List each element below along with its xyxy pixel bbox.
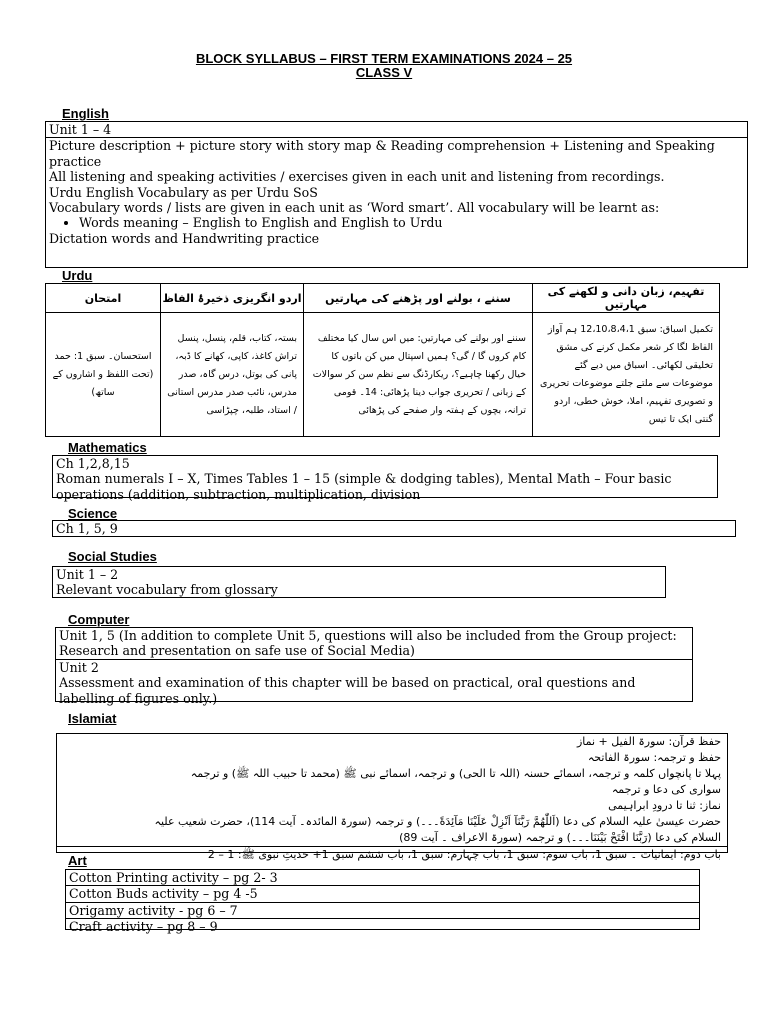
- islamiat-line: نماز: ثنا تا درودِ ابراہیمی: [608, 799, 721, 812]
- social-studies-units: Unit 1 – 2: [56, 567, 119, 582]
- urdu-col-skills: سننے اور بولنے کی مہارتیں: میں اس سال کیا مختلف کام کروں گا / گی؟ ہمیں اسپتال میں کن باتوں کا خیال رکھنا چاہیے؟، ریکارڈنگ سے نظم سن کر سوالات کے زبانی / تحریری جواب دینا پڑھائی: 14۔ قومی ترانہ، بچوں کے ہفتہ وار صفحے کی پڑھائی: [304, 313, 533, 437]
- class-title: CLASS V: [355, 65, 413, 80]
- social-studies-box: [52, 566, 666, 598]
- urdu-col-skills-header: سننے ، بولنے اور پڑھنے کی مہارتیں: [304, 284, 533, 313]
- art-item: Cotton Printing activity – pg 2- 3: [69, 870, 278, 885]
- english-box: [45, 121, 748, 268]
- art-box: [65, 869, 700, 935]
- art-item: Origamy activity - pg 6 – 7: [66, 902, 699, 918]
- english-unit: Unit 1 – 4: [49, 122, 112, 137]
- mathematics-box: [52, 455, 718, 502]
- computer-row-1: Unit 1, 5 (In addition to complete Unit 5, questions will also be included from the Group project: Research and presentation on safe use of Social Media): [59, 628, 677, 659]
- english-heading: English: [62, 106, 109, 121]
- english-line: Vocabulary words / lists are given in each unit as ‘Word smart’. All vocabulary will be learnt as:: [49, 200, 660, 216]
- computer-box: [55, 627, 693, 706]
- art-item: Craft activity – pg 8 – 9: [66, 918, 699, 934]
- islamiat-line: سواری کی دعا و ترجمہ: [611, 783, 721, 796]
- computer-unit-2-text: Assessment and examination of this chapter will be based on practical, oral questions and labelling of figures only.): [59, 675, 636, 706]
- english-line: All listening and speaking activities / exercises given in each unit and listening from recordings.: [49, 169, 665, 185]
- english-line: Picture description + picture story with story map & Reading comprehension + Listening and Speaking practice: [49, 138, 715, 169]
- english-line: Urdu English Vocabulary as per Urdu SoS: [49, 184, 318, 200]
- english-content: [46, 137, 747, 246]
- art-item: Cotton Buds activity – pg 4 -5: [66, 885, 699, 901]
- urdu-table: [45, 283, 720, 437]
- islamiat-line: حفظ قرآن: سورۃ الفیل + نماز: [576, 735, 721, 748]
- science-box: [52, 520, 736, 537]
- page-title: BLOCK SYLLABUS – FIRST TERM EXAMINATIONS 2024 – 25: [195, 51, 573, 66]
- mathematics-topics: Roman numerals I – X, Times Tables 1 – 15 (simple & dodging tables), Mental Math – Four basic operations (addition, subtraction, multiplication, division: [56, 471, 672, 502]
- mathematics-heading: Mathematics: [68, 440, 147, 455]
- art-heading: Art: [68, 853, 87, 868]
- islamiat-line: پہلا تا پانچواں کلمہ و ترجمہ، اسمائے حسنہ (اللہ تا الحی) و ترجمہ، اسمائے نبی ﷺ (محمد تا حبیب اللہ ﷺ) و ترجمہ: [190, 767, 721, 780]
- urdu-col-exam-header: امتحان: [46, 284, 161, 313]
- english-line: Dictation words and Handwriting practice: [49, 230, 320, 246]
- computer-heading: Computer: [68, 612, 130, 627]
- computer-unit-2: Unit 2: [59, 659, 99, 675]
- islamiat-line: السلام کی دعا (رَبَّنَا افْتَحْ بَيْنَنَا۔۔۔) و ترجمہ (سورۃ الاعراف ۔ آیت 89): [399, 831, 721, 844]
- english-bullet-list: [49, 215, 744, 230]
- urdu-col-comprehension: تکمیل اسباق: سبق 12،10،8،4،1 ہم آواز الفاظ لگا کر شعر مکمل کرنے کی مشق تخلیقی لکھائی۔ اسباق میں دیے گئے موضوعات سے ملتے جلتے موضوعات تحریری و تصویری تفہیم، املا، خوش خطی، اردو گنتی ایک تا تیس: [533, 313, 720, 437]
- urdu-heading: Urdu: [62, 268, 93, 283]
- urdu-col-comprehension-header: تفہیم، زبان دانی و لکھنے کی مہارتیں: [533, 284, 720, 313]
- english-bullet: • Words meaning – English to English and English to Urdu: [79, 215, 744, 230]
- social-studies-heading: Social Studies: [68, 549, 157, 564]
- urdu-col-vocab: بستہ، کتاب، قلم، پنسل، پنسل تراش کاغذ، کاپی، کھانے کا ڈبہ، پانی کی بوتل، درس گاہ، صدر مدرس، نائب صدر مدرس استانی / استاد، طلبہ، چپڑاسی: [161, 313, 304, 437]
- islamiat-chapters: باب دوم: ایمانیات ۔ سبق 1، باب سوم: سبق 1، باب چہارم: سبق 1، باب ششم سبق 1+ حدیثِ نبوی ﷺ: 1 – 2: [57, 846, 727, 863]
- science-heading: Science: [68, 506, 118, 521]
- urdu-col-vocab-header: اردو انگریزی ذخیرۂ الفاظ: [161, 284, 304, 313]
- social-studies-topics: Relevant vocabulary from glossary: [56, 582, 278, 598]
- islamiat-heading: Islamiat: [68, 711, 117, 726]
- computer-row-2: [56, 659, 692, 706]
- mathematics-chapters: Ch 1,2,8,15: [56, 456, 130, 471]
- islamiat-line: حفظ و ترجمہ: سورۃ الفاتحہ: [587, 751, 721, 764]
- urdu-col-exam: استحسان۔ سبق 1: حمد (تحت اللفظ و اشاروں کے ساتھ): [46, 313, 161, 437]
- science-chapters: Ch 1, 5, 9: [56, 521, 118, 536]
- islamiat-line: حضرت عیسیٰ علیہ السلام کی دعا (اَللّٰهُمَّ رَبَّنَآ اَنْزِلْ عَلَيْنَا مَآئِدَةً۔۔۔) و ترجمہ (سورۃ المائدہ۔ آیت 114)، حضرت شعیب علیہ: [154, 815, 721, 828]
